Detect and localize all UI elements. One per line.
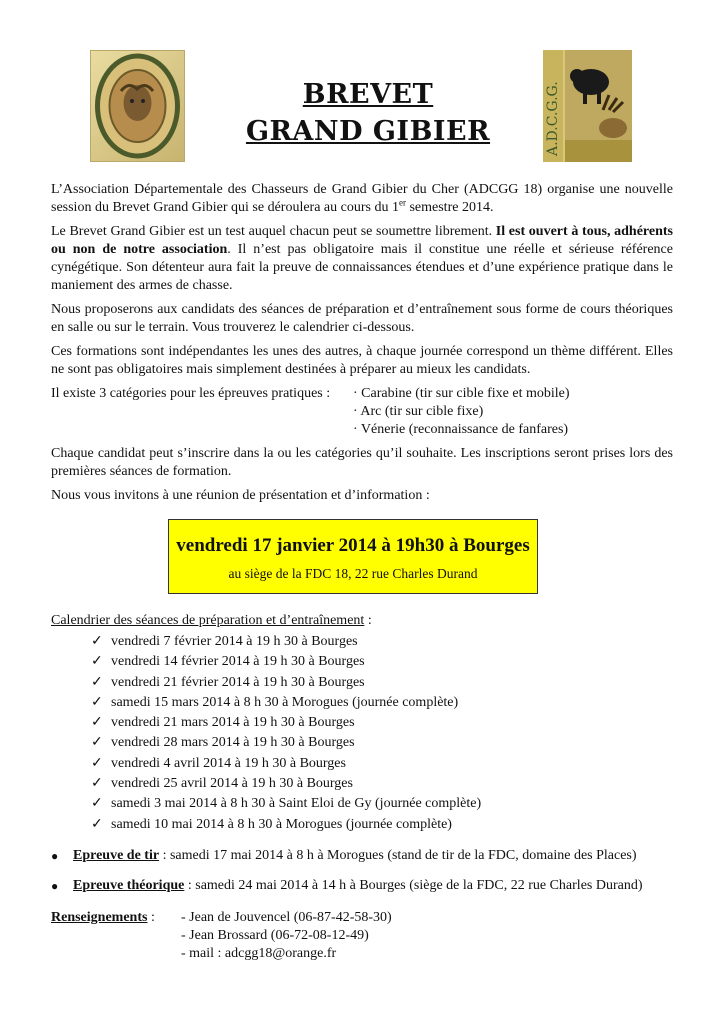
- intro-paragraph: [51, 181, 673, 217]
- category-item: · Vénerie (reconnaissance de fanfares): [353, 421, 570, 439]
- checkmark-icon: ✓: [91, 816, 103, 832]
- contacts-block: [51, 909, 673, 963]
- categories-block: [51, 385, 673, 439]
- calendar-item: [91, 754, 673, 774]
- inscription-paragraph: Chaque candidat peut s’inscrire dans la ou les catégories qu’il souhaite. Les inscriptions seront prises lors des premières séances de formation.: [51, 446, 673, 479]
- session-text: vendredi 28 mars 2014 à 19 h 30 à Bourges: [111, 735, 355, 751]
- session-text: vendredi 21 mars 2014 à 19 h 30 à Bourges: [111, 715, 355, 731]
- preparation-paragraph: Nous proposerons aux candidats des séances de préparation et d’entraînement sous forme de cours théoriques en salle ou sur le terrain. Vous trouverez le calendrier ci-dessous.: [51, 302, 673, 335]
- title-line-2: GRAND GIBIER: [245, 116, 491, 147]
- checkmark-icon: ✓: [91, 674, 103, 690]
- session-text: samedi 10 mai 2014 à 8 h 30 à Morogues (journée complète): [111, 816, 452, 832]
- checkmark-icon: ✓: [91, 755, 103, 771]
- adcgg-seal-logo: [90, 50, 185, 162]
- calendar-item: [91, 652, 673, 672]
- contacts-sep: :: [147, 909, 155, 925]
- contacts-label-wrap: [51, 909, 181, 963]
- session-text: vendredi 25 avril 2014 à 19 h 30 à Bourges: [111, 776, 353, 792]
- checkmark-icon: ✓: [91, 654, 103, 670]
- epreuve-theorique-text: : samedi 24 mai 2014 à 14 h à Bourges (siège de la FDC, 22 rue Charles Durand): [184, 877, 643, 893]
- calendar-item: [91, 632, 673, 652]
- checkmark-icon: ✓: [91, 735, 103, 751]
- category-item: · Carabine (tir sur cible fixe et mobile): [353, 385, 570, 403]
- checkmark-icon: ✓: [91, 796, 103, 812]
- calendar-item: [91, 774, 673, 794]
- session-text: vendredi 7 février 2014 à 19 h 30 à Bourges: [111, 634, 358, 649]
- calendar-list: [91, 632, 673, 835]
- calendar-heading: [51, 612, 673, 630]
- calendar-item: [91, 693, 673, 713]
- intro-text: L’Association Départementale des Chasseurs de Grand Gibier du Cher (ADCGG 18) organise une nouvelle session du Brevet Grand Gibier qui se déroulera au cours du 1: [51, 182, 673, 215]
- p2-text: Le Brevet Grand Gibier est un test auquel chacun peut se soumettre librement.: [51, 224, 496, 239]
- open-to-all-paragraph: [51, 223, 673, 295]
- session-text: vendredi 4 avril 2014 à 19 h 30 à Bourges: [111, 755, 346, 771]
- meeting-location: au siège de la FDC 18, 22 rue Charles Durand: [228, 566, 478, 581]
- title-line-1: BREVET: [302, 79, 434, 110]
- svg-text:A.D.C.G.G.: A.D.C.G.G.: [545, 81, 561, 156]
- bullet-icon: ●: [51, 878, 59, 893]
- session-text: samedi 3 mai 2014 à 8 h 30 à Saint Eloi de Gy (journée complète): [111, 796, 482, 812]
- bullet-icon: ●: [51, 848, 59, 863]
- calendar-heading-text: Calendrier des séances de préparation et d’entraînement: [51, 613, 365, 628]
- contacts-label: Renseignements: [51, 909, 148, 925]
- epreuve-theorique-label: Epreuve théorique: [73, 877, 185, 893]
- session-text: vendredi 14 février 2014 à 19 h 30 à Bourges: [111, 654, 365, 670]
- contact-line: - Jean de Jouvencel (06-87-42-58-30): [181, 909, 392, 925]
- invitation-paragraph: Nous vous invitons à une réunion de présentation et d’information :: [51, 488, 430, 503]
- meeting-headline: vendredi 17 janvier 2014 à 19h30 à Bourges: [176, 535, 530, 556]
- main-content: [51, 181, 673, 963]
- checkmark-icon: ✓: [91, 715, 103, 731]
- category-item: · Arc (tir sur cible fixe): [353, 403, 570, 421]
- epreuve-tir-label: Epreuve de tir: [73, 847, 160, 863]
- session-text: vendredi 21 février 2014 à 19 h 30 à Bourges: [111, 674, 365, 690]
- checkmark-icon: ✓: [91, 776, 103, 792]
- calendar-item: [91, 815, 673, 835]
- session-text: samedi 15 mars 2014 à 8 h 30 à Morogues (journée complète): [111, 694, 459, 710]
- p2-bold: Il est ouvert à tous, adhérents ou non de notre association: [51, 224, 673, 257]
- categories-list: [353, 385, 570, 439]
- contacts-list: [181, 909, 392, 963]
- contact-line: - Jean Brossard (06-72-08-12-49): [181, 927, 369, 943]
- page-title: [200, 76, 536, 150]
- calendar-heading-suffix: :: [364, 613, 372, 628]
- epreuve-tir: [51, 847, 673, 865]
- epreuve-theorique: [51, 877, 673, 895]
- p2-text-end: . Il n’est pas obligatoire mais il constitue une réelle et sérieuse référence cynégétique. Son détenteur aura fait la preuve de connaissances étendues et d’une expérience pratique dans le maniement des armes de chasse.: [51, 242, 673, 293]
- adcgg-deer-logo: [543, 50, 632, 162]
- ordinal-sup: er: [398, 197, 406, 208]
- calendar-item: [91, 713, 673, 733]
- meeting-box: [168, 519, 538, 594]
- checkmark-icon: ✓: [91, 634, 103, 649]
- calendar-item: [91, 794, 673, 814]
- formations-paragraph: Ces formations sont indépendantes les unes des autres, à chaque journée correspond un thème différent. Elles ne sont pas obligatoires mais simplement destinées à préparer au mieux les candidats.: [51, 344, 673, 377]
- categories-lead: Il existe 3 catégories pour les épreuves pratiques :: [51, 386, 331, 401]
- calendar-item: [91, 733, 673, 753]
- calendar-item: [91, 673, 673, 693]
- intro-text-end: semestre 2014.: [405, 200, 494, 215]
- contact-email[interactable]: - mail : adcgg18@orange.fr: [181, 945, 337, 961]
- checkmark-icon: ✓: [91, 694, 103, 710]
- epreuve-tir-text: : samedi 17 mai 2014 à 8 h à Morogues (stand de tir de la FDC, domaine des Places): [159, 847, 637, 863]
